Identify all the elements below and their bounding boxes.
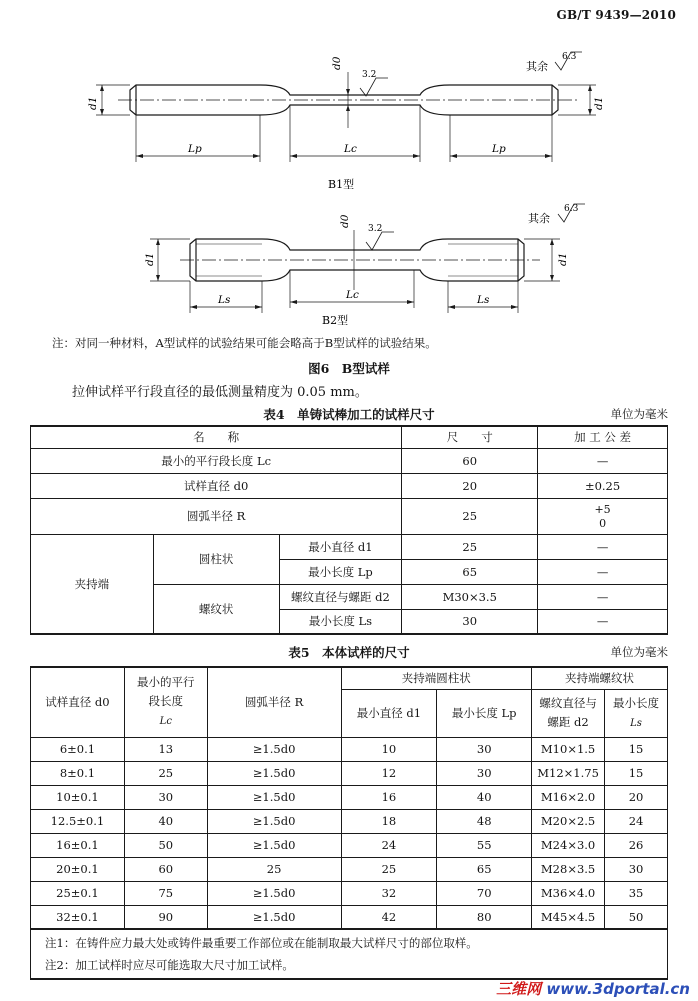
table-row: 32±0.1 90 ≥1.5d0 42 80 M45×4.5 50 xyxy=(31,905,668,929)
table4-unit: 单位为毫米 xyxy=(610,407,668,421)
dim-lc-label: Lc xyxy=(344,143,357,155)
table4 xyxy=(30,425,668,635)
table-row: 夹持端 圆柱状 最小直径 d1 25 — xyxy=(31,534,668,559)
watermark-part2: www.3dportal.cn xyxy=(546,980,690,998)
b2-specimen-drawing xyxy=(0,198,698,328)
table5-header-d1: 最小直径 d1 xyxy=(341,689,437,737)
dim-lp-right-label: Lp xyxy=(492,143,506,155)
table-row: 圆弧半径 R 25 +5 0 xyxy=(31,498,668,534)
table4-header-row xyxy=(31,426,668,448)
table5-header-cyl: 夹持端圆柱状 xyxy=(341,667,532,689)
table5-header-d2: 螺纹直径与 螺距 d2 xyxy=(532,689,605,737)
table5-header-lp: 最小长度 Lp xyxy=(437,689,532,737)
figure-caption: 图6 B型试样 xyxy=(308,361,390,376)
table-row: 25±0.1 75 ≥1.5d0 32 70 M36×4.0 35 xyxy=(31,881,668,905)
dim-d1-left-label: d1 xyxy=(87,96,99,110)
table5-notes xyxy=(30,928,668,980)
standard-number: GB/T 9439—2010 xyxy=(556,8,676,22)
table5-header-lc: 最小的平行 段长度 Lc xyxy=(124,667,207,737)
table4-header-name: 名 称 xyxy=(31,426,402,448)
roughness-value: 3.2 xyxy=(362,70,377,80)
b2-label: B2型 xyxy=(322,314,349,327)
table-row: 最小长度 Lp 65 — xyxy=(31,559,668,584)
precision-paragraph: 拉伸试样平行段直径的最低测量精度为 0.05 mm。 xyxy=(72,385,368,400)
b2-dim-d1-left-label: d1 xyxy=(144,252,156,266)
table5-header-row xyxy=(31,667,668,689)
figure-note: 注：对同一种材料，A型试样的试验结果可能会略高于B型试样的试验结果。 xyxy=(52,336,437,350)
b2-dim-ls-left-label: Ls xyxy=(218,294,231,306)
watermark xyxy=(496,978,690,999)
table-row: 最小的平行段长度 Lc 60 — xyxy=(31,448,668,473)
b2-dim-d1-right-label: d1 xyxy=(557,252,569,266)
table-row: 8±0.1 25 ≥1.5d0 12 30 M12×1.75 15 xyxy=(31,761,668,785)
table5-unit: 单位为毫米 xyxy=(610,645,668,659)
b2-dim-d0-label: d0 xyxy=(339,214,351,228)
table-row: 试样直径 d0 20 ±0.25 xyxy=(31,473,668,498)
table4-header-size: 尺 寸 xyxy=(402,426,538,448)
table5 xyxy=(30,666,668,930)
b2-dim-lc-label: Lc xyxy=(346,289,359,301)
b2-dim-ls-right-label: Ls xyxy=(477,294,490,306)
table-row: 12.5±0.1 40 ≥1.5d0 18 48 M20×2.5 24 xyxy=(31,809,668,833)
table-row: 10±0.1 30 ≥1.5d0 16 40 M16×2.0 20 xyxy=(31,785,668,809)
table-row: 螺纹状 螺纹直径与螺距 d2 M30×3.5 — xyxy=(31,584,668,609)
table5-header-ls: 最小长度 Ls xyxy=(605,689,668,737)
dim-d1-right-label: d1 xyxy=(593,96,605,110)
table4-caption: 表4 单铸试棒加工的试样尺寸 xyxy=(263,407,435,422)
table5-caption: 表5 本体试样的尺寸 xyxy=(288,645,410,660)
table5-note-1: 注1：在铸件应力最大处或铸件最重要工作部位或在能制取最大试样尺寸的部位取样。 xyxy=(45,936,478,950)
table5-header-r: 圆弧半径 R xyxy=(207,667,341,737)
table5-header-thr: 夹持端螺纹状 xyxy=(532,667,668,689)
table5-note-2: 注2：加工试样时应尽可能选取大尺寸加工试样。 xyxy=(45,958,294,972)
other-label: 其余 xyxy=(526,60,548,73)
grip-threaded-label: 螺纹状 xyxy=(153,584,279,634)
watermark-part1: 三维网 xyxy=(496,980,542,998)
table-row: 最小长度 Ls 30 — xyxy=(31,609,668,634)
table-row: 16±0.1 50 ≥1.5d0 24 55 M24×3.0 26 xyxy=(31,833,668,857)
table-row: 6±0.1 13 ≥1.5d0 10 30 M10×1.5 15 xyxy=(31,737,668,761)
radius-tolerance: +5 0 xyxy=(538,498,668,534)
b2-other-roughness-value: 6.3 xyxy=(564,204,579,214)
b2-roughness-value: 3.2 xyxy=(368,224,383,234)
b1-label: B1型 xyxy=(328,178,355,191)
dim-d0-label: d0 xyxy=(331,56,343,70)
grip-end-label: 夹持端 xyxy=(31,534,154,634)
b2-other-label: 其余 xyxy=(528,212,550,225)
grip-cylindrical-label: 圆柱状 xyxy=(153,534,279,584)
dim-lp-left-label: Lp xyxy=(188,143,202,155)
other-roughness-value: 6.3 xyxy=(562,52,577,62)
table4-header-tolerance: 加 工 公 差 xyxy=(538,426,668,448)
table5-header-d0: 试样直径 d0 xyxy=(31,667,125,737)
table-row: 20±0.1 60 25 25 65 M28×3.5 30 xyxy=(31,857,668,881)
